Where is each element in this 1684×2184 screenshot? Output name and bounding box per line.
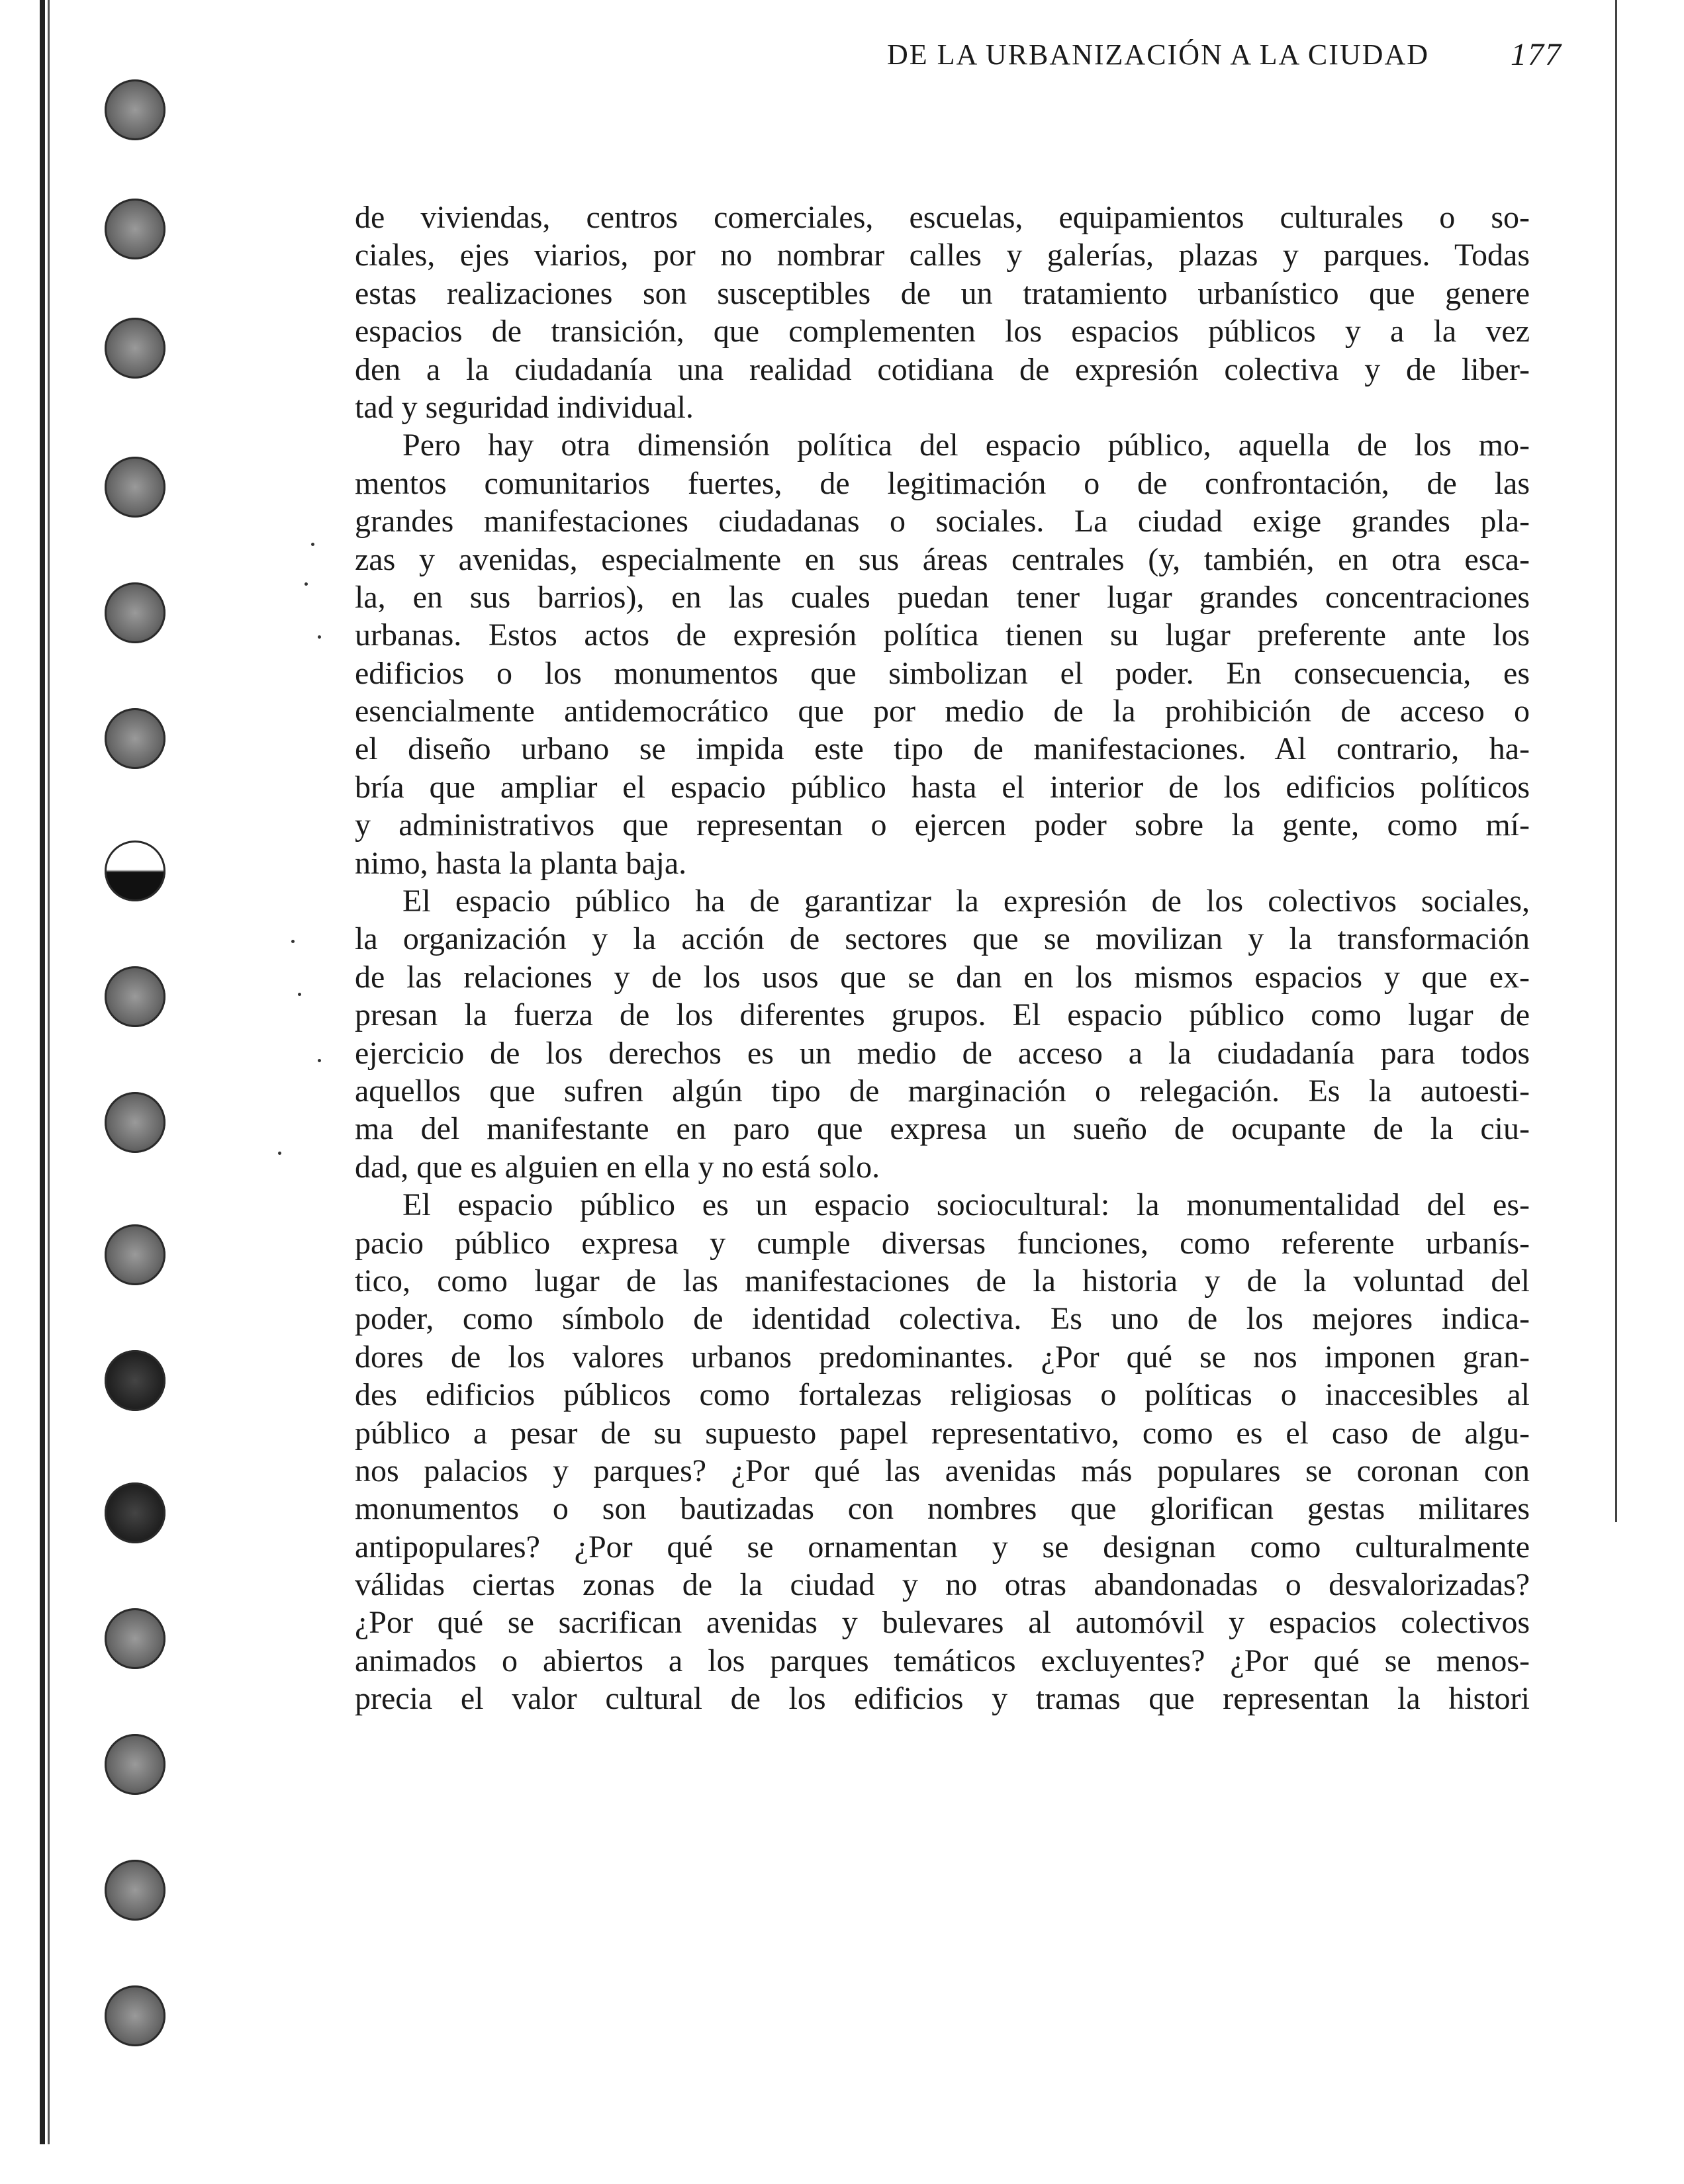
text-line: nimo, hasta la planta baja. xyxy=(355,845,687,881)
text-line: tad y seguridad individual. xyxy=(355,389,694,425)
text-line: des edificios públicos como fortalezas religiosas o políticas o inaccesibles al xyxy=(355,1377,1530,1413)
text-line: tico, como lugar de las manifestaciones de la historia y de la voluntad del xyxy=(355,1263,1530,1298)
punch-hole xyxy=(105,1734,165,1795)
text-line: válidas ciertas zonas de la ciudad y no otras abandonadas o desvalorizadas? xyxy=(355,1567,1530,1603)
punch-hole xyxy=(105,841,165,901)
text-line: de viviendas, centros comerciales, escuelas, equipamientos culturales o so- xyxy=(355,200,1530,235)
punch-hole xyxy=(105,457,165,518)
text-line: antipopulares? ¿Por qué se ornamentan y se designan como culturalmente xyxy=(355,1529,1530,1565)
text-line: animados o abiertos a los parques temáticos excluyentes? ¿Por qué se menos- xyxy=(355,1643,1530,1678)
punch-hole xyxy=(105,1350,165,1411)
text-line: el diseño urbano se impida este tipo de manifestaciones. Al contrario, ha- xyxy=(355,731,1530,767)
text-line: ejercicio de los derechos es un medio de acceso a la ciudadanía para todos xyxy=(355,1035,1530,1071)
scan-speck xyxy=(311,543,314,546)
text-line: edificios o los monumentos que simbolizan el poder. En consecuencia, es xyxy=(355,655,1530,691)
binding-edge xyxy=(40,0,45,2144)
punch-hole xyxy=(105,79,165,140)
punch-hole xyxy=(105,1224,165,1285)
text-line: grandes manifestaciones ciudadanas o sociales. La ciudad exige grandes pla- xyxy=(355,504,1530,539)
text-line: estas realizaciones son susceptibles de un tratamiento urbanístico que genere xyxy=(355,275,1530,311)
page-right-edge xyxy=(1615,0,1617,1522)
punch-hole xyxy=(105,1482,165,1543)
text-line: den a la ciudadanía una realidad cotidiana de expresión colectiva y de liber- xyxy=(355,351,1530,387)
punch-hole xyxy=(105,708,165,769)
scan-speck xyxy=(304,582,308,586)
punch-hole xyxy=(105,582,165,643)
running-header xyxy=(887,34,1562,74)
text-line: monumentos o son bautizadas con nombres que glorifican gestas militares xyxy=(355,1491,1530,1527)
binding-edge-inner xyxy=(48,0,50,2144)
punch-hole xyxy=(105,199,165,259)
text-line: espacios de transición, que complementen los espacios públicos y a la vez xyxy=(355,314,1530,349)
text-line: de las relaciones y de los usos que se dan en los mismos espacios y que ex- xyxy=(355,959,1530,995)
text-line: precia el valor cultural de los edificios y tramas que representan la histori xyxy=(355,1681,1530,1717)
punch-hole xyxy=(105,318,165,379)
text-line: El espacio público es un espacio sociocultural: la monumentalidad del es- xyxy=(402,1187,1530,1223)
scan-speck xyxy=(278,1152,281,1155)
text-line: poder, como símbolo de identidad colectiva. Es uno de los mejores indica- xyxy=(355,1301,1530,1337)
body-text xyxy=(355,199,1530,1718)
punch-hole xyxy=(105,1985,165,2046)
scan-speck xyxy=(318,1059,321,1062)
scan-speck xyxy=(298,993,301,996)
punch-hole xyxy=(105,1608,165,1669)
punch-hole xyxy=(105,1860,165,1921)
text-line: y administrativos que representan o ejercen poder sobre la gente, como mí- xyxy=(355,807,1530,843)
text-line: la organización y la acción de sectores que se movilizan y la transformación xyxy=(355,921,1530,957)
text-line: urbanas. Estos actos de expresión política tienen su lugar preferente ante los xyxy=(355,617,1530,653)
text-line: público a pesar de su supuesto papel representativo, como es el caso de algu- xyxy=(355,1415,1530,1451)
text-line: El espacio público ha de garantizar la expresión de los colectivos sociales, xyxy=(402,884,1530,919)
punch-hole xyxy=(105,1092,165,1153)
text-line: pacio público expresa y cumple diversas funciones, como referente urbanís- xyxy=(355,1225,1530,1261)
text-line: dores de los valores urbanos predominantes. ¿Por qué se nos imponen gran- xyxy=(355,1339,1530,1375)
scan-speck xyxy=(318,635,321,639)
text-line: zas y avenidas, especialmente en sus áreas centrales (y, también, en otra esca- xyxy=(355,541,1530,577)
text-line: mentos comunitarios fuertes, de legitimación o de confrontación, de las xyxy=(355,465,1530,501)
scan-speck xyxy=(291,940,295,943)
punch-hole xyxy=(105,966,165,1027)
text-line: la, en sus barrios), en las cuales puedan tener lugar grandes concentraciones xyxy=(355,579,1530,615)
text-line: Pero hay otra dimensión política del espacio público, aquella de los mo- xyxy=(402,428,1530,463)
text-line: nos palacios y parques? ¿Por qué las avenidas más populares se coronan con xyxy=(355,1453,1530,1488)
text-line: esencialmente antidemocrático que por medio de la prohibición de acceso o xyxy=(355,694,1530,729)
text-line: ciales, ejes viarios, por no nombrar calles y galerías, plazas y parques. Todas xyxy=(355,238,1530,273)
text-line: ma del manifestante en paro que expresa un sueño de ocupante de la ciu- xyxy=(355,1111,1530,1147)
text-line: presan la fuerza de los diferentes grupos. El espacio público como lugar de xyxy=(355,997,1530,1033)
text-line: aquellos que sufren algún tipo de marginación o relegación. Es la autoesti- xyxy=(355,1073,1530,1109)
running-title: DE LA URBANIZACIÓN A LA CIUDAD xyxy=(887,38,1429,71)
text-line: ¿Por qué se sacrifican avenidas y bulevares al automóvil y espacios colectivos xyxy=(355,1605,1530,1641)
text-line: bría que ampliar el espacio público hasta el interior de los edificios políticos xyxy=(355,769,1530,805)
page-number: 177 xyxy=(1511,36,1562,72)
text-line: dad, que es alguien en ella y no está solo. xyxy=(355,1149,880,1185)
